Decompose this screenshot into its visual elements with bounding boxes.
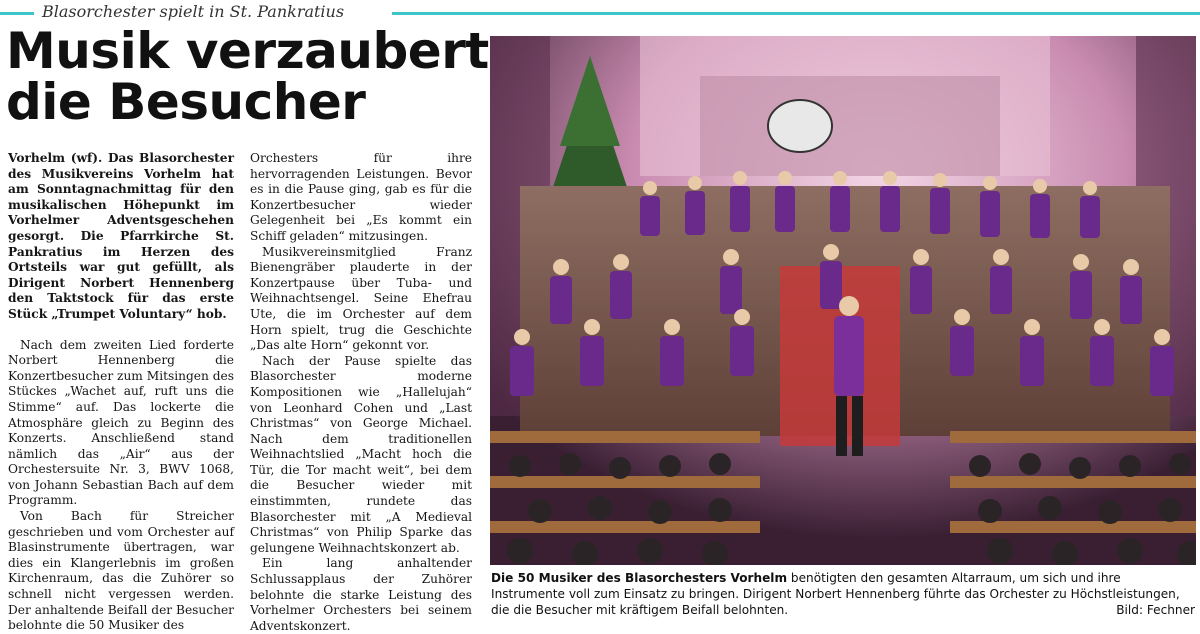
article-paragraph: Von Bach für Streicher geschrieben und vom Orchester auf Blasinstrumente übertragen, war dies ein Klangerlebnis im großen Kirchenraum, das die Zuhörer so schnell nicht vergessen werden. Der anhaltende Beifall der Besucher belohnte die 50 Musiker des — [8, 509, 234, 633]
article-column-1 — [8, 151, 234, 634]
article-paragraph: Orchesters für ihre hervorragenden Leistungen. Bevor es in die Pause ging, gab es für die Konzertbesucher wieder Gelegenheit bei „Es kommt ein Schiff geladen“ mitzusingen. — [250, 151, 472, 243]
caption-text: benötigten den gesamten Altarraum, um sich und ihre Instrumente voll zum Einsatz zu bringen. Dirigent Norbert Hennenberg führte das Orchester zu Höchstleistungen, die die Besucher mit kräftigem Beifall belohnten. — [491, 571, 1180, 617]
article-lead: Vorhelm (wf). Das Blasorchester des Musikvereins Vorhelm hat am Sonntagnachmittag für den musikalischen Höhepunkt im Vorhelmer Adventsgeschehen gesorgt. Die Pfarrkirche St. Pankratius im Herzen des Ortsteils war gut gefüllt, als Dirigent Norbert Hennenberg den Taktstock für das erste Stück „Trumpet Voluntary“ hob. — [8, 151, 234, 321]
photo-credit: Bild: Fechner — [1112, 602, 1195, 618]
headline — [6, 22, 489, 131]
headline-line-1: Musik verzaubert — [6, 22, 489, 80]
photo-caption — [491, 570, 1195, 618]
rubric — [0, 2, 1200, 22]
headline-line-2: die Besucher — [6, 73, 366, 131]
article-paragraph: Ein lang anhaltender Schlussapplaus der Zuhörer belohnte die starke Leistung des Vorhelmer Orchesters bei seinem Adventskonzert. — [250, 556, 472, 633]
article-paragraph: Musikvereinsmitglied Franz Bienengräber plauderte in der Konzertpause über Tuba- und Weihnachtsengel. Seine Ehefrau Ute, die im Orchester auf dem Horn spielt, trug die Geschichte „Das alte Horn“ gekonnt vor. — [250, 244, 472, 353]
article-paragraph: Nach dem zweiten Lied forderte Norbert Hennenberg die Konzertbesucher zum Mitsingen des Stückes „Wachet auf, ruft uns die Stimme“ auf. Das lockerte die Atmosphäre gleich zu Beginn des Konzerts. Anschließend stand nämlich das „Air“ aus der Orchestersuite Nr. 3, BWV 1068, von Johann Sebastian Bach auf dem Programm. — [8, 337, 235, 508]
rubric-rule-left — [0, 12, 34, 15]
orchestra-photo-illustration — [490, 36, 1196, 565]
rubric-label: Blasorchester spielt in St. Pankratius — [42, 2, 345, 21]
caption-bold: Die 50 Musiker des Blasorchesters Vorhelm — [491, 571, 788, 585]
article-column-2 — [250, 151, 472, 634]
article-paragraph: Nach der Pause spielte das Blasorchester moderne Kompositionen wie „Hallelujah“ von Leonhard Cohen und „Last Christmas“ von George Michael. Nach dem traditionellen Weihnachtslied „Macht hoch die Tür, die Tor macht weit“, bei dem die Besucher wieder mit einstimmten, rundete das Blasorchester mit „A Medieval Christmas“ von Philip Sparke das gelungene Weihnachtskonzert ab. — [250, 353, 472, 555]
orchestra-photo — [490, 36, 1196, 565]
rubric-rule-right — [392, 12, 1200, 15]
